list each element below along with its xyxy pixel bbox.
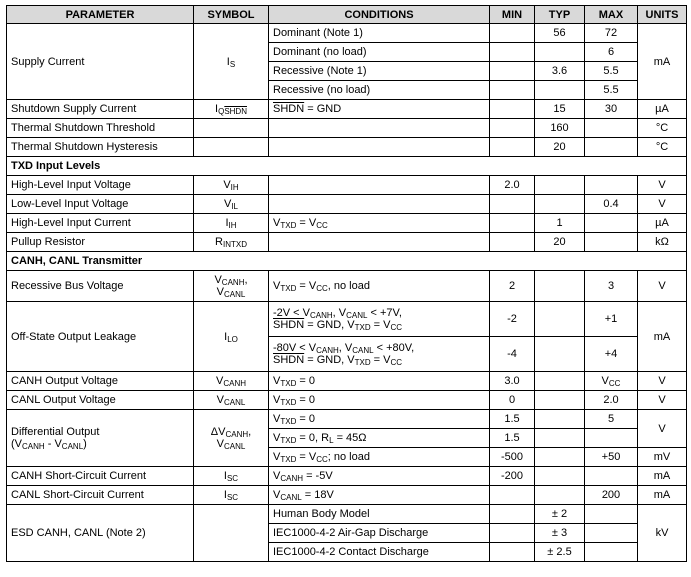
- min-cell: [490, 62, 535, 81]
- table-row: [7, 372, 687, 391]
- max-cell: +4: [585, 337, 638, 372]
- typ-cell: [535, 429, 585, 448]
- cond-cell: $V_{TXD} = 0$: [269, 410, 490, 429]
- typ-cell: [535, 372, 585, 391]
- param-vil: Low-Level Input Voltage: [7, 195, 194, 214]
- max-cell: 2.0: [585, 391, 638, 410]
- max-cell: 30: [585, 100, 638, 119]
- param-canh-short-circuit: CANH Short-Circuit Current: [7, 467, 194, 486]
- cond-cell: IEC1000-4-2 Contact Discharge: [269, 543, 490, 562]
- min-cell: 2.0: [490, 176, 535, 195]
- table-row: [7, 138, 687, 157]
- symbol-iih: $I_{IH}$: [194, 214, 269, 233]
- units-differential-mv: mV: [638, 448, 687, 467]
- symbol-canl-short-circuit: $I_{SC}$: [194, 486, 269, 505]
- cond-cell: $V_{TXD} = V_{CC}$; no load: [269, 448, 490, 467]
- header-parameter: PARAMETER: [7, 6, 194, 24]
- table-row: [7, 233, 687, 252]
- header-symbol: SYMBOL: [194, 6, 269, 24]
- cond-cell: $V_{CANH} = -5V$: [269, 467, 490, 486]
- table-row: [7, 100, 687, 119]
- table-row: [7, 505, 687, 524]
- cond-cell: Recessive (Note 1): [269, 62, 490, 81]
- param-recessive-bus: Recessive Bus Voltage: [7, 271, 194, 302]
- units-cell: V: [638, 391, 687, 410]
- typ-cell: [535, 337, 585, 372]
- param-pullup: Pullup Resistor: [7, 233, 194, 252]
- symbol-vih: $V_{IH}$: [194, 176, 269, 195]
- typ-cell: [535, 486, 585, 505]
- typ-cell: [535, 391, 585, 410]
- units-esd: kV: [638, 505, 687, 562]
- min-cell: [490, 43, 535, 62]
- param-shutdown-current: Shutdown Supply Current: [7, 100, 194, 119]
- units-cell: µA: [638, 100, 687, 119]
- min-cell: 3.0: [490, 372, 535, 391]
- min-cell: [490, 486, 535, 505]
- min-cell: [490, 195, 535, 214]
- symbol-cell: [194, 119, 269, 138]
- header-row: [7, 6, 687, 24]
- units-cell: °C: [638, 138, 687, 157]
- typ-cell: 160: [535, 119, 585, 138]
- units-differential-v: V: [638, 410, 687, 448]
- min-cell: 1.5: [490, 410, 535, 429]
- typ-cell: [535, 271, 585, 302]
- typ-cell: ± 2: [535, 505, 585, 524]
- max-cell: +1: [585, 302, 638, 337]
- param-canl-short-circuit: CANL Short-Circuit Current: [7, 486, 194, 505]
- units-cell: mA: [638, 486, 687, 505]
- typ-cell: [535, 410, 585, 429]
- cond-cell: Dominant (Note 1): [269, 24, 490, 43]
- typ-cell: 3.6: [535, 62, 585, 81]
- cond-cell: $V_{CANL} = 18V$: [269, 486, 490, 505]
- typ-cell: [535, 81, 585, 100]
- symbol-canl-output: $V_{CANL}$: [194, 391, 269, 410]
- header-min: MIN: [490, 6, 535, 24]
- typ-cell: [535, 302, 585, 337]
- min-cell: [490, 543, 535, 562]
- table-row: [7, 467, 687, 486]
- typ-cell: ± 2.5: [535, 543, 585, 562]
- typ-cell: ± 3: [535, 524, 585, 543]
- max-cell: 5.5: [585, 62, 638, 81]
- param-vih: High-Level Input Voltage: [7, 176, 194, 195]
- max-cell: 5: [585, 410, 638, 429]
- typ-cell: [535, 43, 585, 62]
- param-thermal-hysteresis: Thermal Shutdown Hysteresis: [7, 138, 194, 157]
- min-cell: 2: [490, 271, 535, 302]
- symbol-pullup: $R_{INTXD}$: [194, 233, 269, 252]
- max-cell: +50: [585, 448, 638, 467]
- param-supply-current: Supply Current: [7, 24, 194, 100]
- table-row: [7, 195, 687, 214]
- header-conditions: CONDITIONS: [269, 6, 490, 24]
- min-cell: [490, 138, 535, 157]
- units-leakage: mA: [638, 302, 687, 372]
- max-cell: [585, 119, 638, 138]
- param-iih: High-Level Input Current: [7, 214, 194, 233]
- cond-cell: $V_{TXD} = 0$: [269, 372, 490, 391]
- units-cell: µA: [638, 214, 687, 233]
- cond-cell: [269, 233, 490, 252]
- min-cell: [490, 100, 535, 119]
- typ-cell: 20: [535, 138, 585, 157]
- symbol-canh-output: $V_{CANH}$: [194, 372, 269, 391]
- table-row: [7, 486, 687, 505]
- symbol-recessive-bus: $V_{CANH}$, $V_{CANL}$: [194, 271, 269, 302]
- min-cell: 0: [490, 391, 535, 410]
- section-title-canh: CANH, CANL Transmitter: [7, 252, 687, 271]
- param-leakage: Off-State Output Leakage: [7, 302, 194, 372]
- units-cell: °C: [638, 119, 687, 138]
- min-cell: -2: [490, 302, 535, 337]
- units-cell: V: [638, 271, 687, 302]
- cond-cell: [269, 119, 490, 138]
- table-row: [7, 24, 687, 43]
- symbol-differential-output: $\Delta V_{CANH}$, $V_{CANL}$: [194, 410, 269, 467]
- header-max: MAX: [585, 6, 638, 24]
- typ-cell: 15: [535, 100, 585, 119]
- cond-cell: [269, 138, 490, 157]
- section-title-txd: TXD Input Levels: [7, 157, 687, 176]
- max-cell: [585, 429, 638, 448]
- param-canh-output: CANH Output Voltage: [7, 372, 194, 391]
- cond-cell: $-80V < V_{CANH}$, $V_{CANL} < +80V$, SHDN = GND, $V_{TXD} = V_{CC}$: [269, 337, 490, 372]
- cond-cell: Dominant (no load): [269, 43, 490, 62]
- units-supply-current: mA: [638, 24, 687, 100]
- cond-cell: Human Body Model: [269, 505, 490, 524]
- symbol-shutdown-current: $I_{QSHDN}$: [194, 100, 269, 119]
- cond-cell: $V_{TXD} = V_{CC}$: [269, 214, 490, 233]
- max-cell: [585, 138, 638, 157]
- units-cell: mA: [638, 467, 687, 486]
- max-cell: [585, 543, 638, 562]
- units-cell: V: [638, 176, 687, 195]
- max-cell: 3: [585, 271, 638, 302]
- max-cell: [585, 176, 638, 195]
- electrical-characteristics-table: [6, 5, 687, 562]
- min-cell: [490, 505, 535, 524]
- min-cell: 1.5: [490, 429, 535, 448]
- max-cell: [585, 467, 638, 486]
- cond-cell: $V_{TXD} = 0$, $R_L = 45\Omega$: [269, 429, 490, 448]
- table-row: [7, 410, 687, 429]
- section-row-txd: [7, 157, 687, 176]
- param-thermal-threshold: Thermal Shutdown Threshold: [7, 119, 194, 138]
- cond-cell: Recessive (no load): [269, 81, 490, 100]
- typ-cell: 56: [535, 24, 585, 43]
- max-cell: 5.5: [585, 81, 638, 100]
- param-canl-output: CANL Output Voltage: [7, 391, 194, 410]
- symbol-vil: $V_{IL}$: [194, 195, 269, 214]
- min-cell: -500: [490, 448, 535, 467]
- typ-cell: [535, 467, 585, 486]
- max-cell: [585, 214, 638, 233]
- min-cell: [490, 24, 535, 43]
- max-cell: $V_{CC}$: [585, 372, 638, 391]
- max-cell: 72: [585, 24, 638, 43]
- min-cell: -200: [490, 467, 535, 486]
- cond-cell: [269, 195, 490, 214]
- max-cell: 200: [585, 486, 638, 505]
- units-cell: V: [638, 195, 687, 214]
- cond-cell: $V_{TXD} = V_{CC}$, no load: [269, 271, 490, 302]
- table-row: [7, 119, 687, 138]
- max-cell: 0.4: [585, 195, 638, 214]
- cond-cell: $V_{TXD} = 0$: [269, 391, 490, 410]
- header-typ: TYP: [535, 6, 585, 24]
- cond-cell: [269, 176, 490, 195]
- typ-cell: [535, 448, 585, 467]
- table-row: [7, 302, 687, 337]
- cond-cell: IEC1000-4-2 Air-Gap Discharge: [269, 524, 490, 543]
- symbol-esd: [194, 505, 269, 562]
- typ-cell: [535, 176, 585, 195]
- symbol-leakage: $I_{LO}$: [194, 302, 269, 372]
- max-cell: 6: [585, 43, 638, 62]
- symbol-canh-short-circuit: $I_{SC}$: [194, 467, 269, 486]
- table-row: [7, 391, 687, 410]
- units-cell: V: [638, 372, 687, 391]
- cond-cell: SHDN = GND: [269, 100, 490, 119]
- max-cell: [585, 233, 638, 252]
- min-cell: [490, 233, 535, 252]
- section-row-canh: [7, 252, 687, 271]
- max-cell: [585, 524, 638, 543]
- max-cell: [585, 505, 638, 524]
- table-row: [7, 176, 687, 195]
- param-differential-output: Differential Output $(V_{CANH} - V_{CANL})$: [7, 410, 194, 467]
- symbol-supply-current: $I_S$: [194, 24, 269, 100]
- min-cell: [490, 214, 535, 233]
- min-cell: [490, 119, 535, 138]
- min-cell: [490, 524, 535, 543]
- table-row: [7, 271, 687, 302]
- table-row: [7, 214, 687, 233]
- param-esd: ESD CANH, CANL (Note 2): [7, 505, 194, 562]
- cond-cell: $-2V < V_{CANH}$, $V_{CANL} < +7V$, SHDN = GND, $V_{TXD} = V_{CC}$: [269, 302, 490, 337]
- symbol-cell: [194, 138, 269, 157]
- min-cell: -4: [490, 337, 535, 372]
- typ-cell: [535, 195, 585, 214]
- typ-cell: 20: [535, 233, 585, 252]
- typ-cell: 1: [535, 214, 585, 233]
- units-cell: kΩ: [638, 233, 687, 252]
- header-units: UNITS: [638, 6, 687, 24]
- min-cell: [490, 81, 535, 100]
